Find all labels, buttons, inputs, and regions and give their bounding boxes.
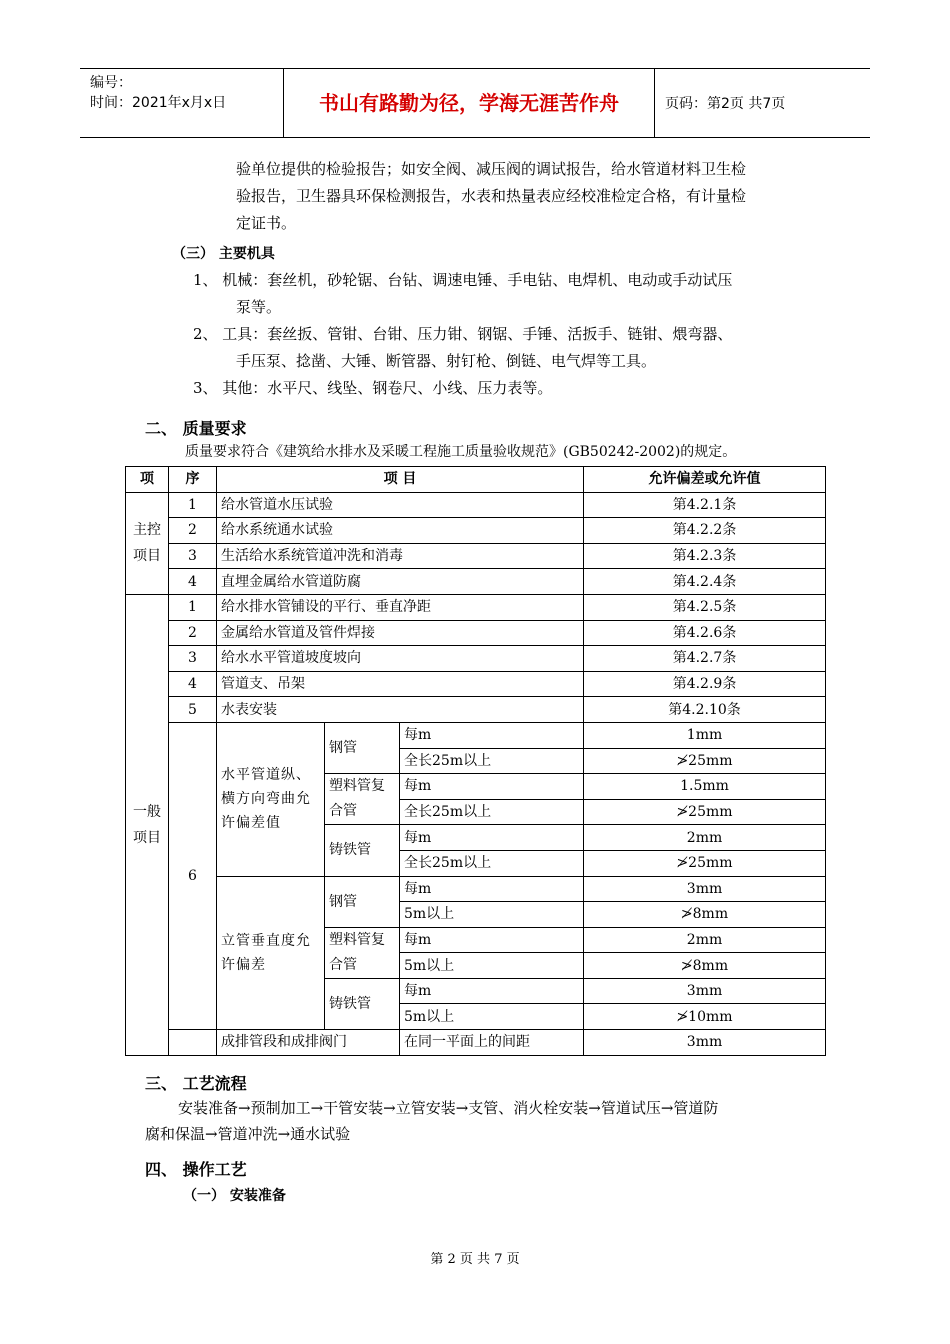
condition-cell: 全长25m以上 bbox=[400, 799, 584, 825]
header-cell: 序 bbox=[169, 467, 217, 493]
row-item: 直埋金属给水管道防腐 bbox=[217, 569, 584, 595]
tools-heading: （三） 主要机具 bbox=[172, 246, 275, 262]
header-motto: 书山有路勤为径，学海无涯苦作舟 bbox=[319, 91, 619, 115]
value-cell: 3mm bbox=[584, 978, 826, 1004]
intro-line: 定证书。 bbox=[236, 214, 297, 232]
doc-time-label: 时间：2021年x月x日 bbox=[90, 95, 227, 111]
material-iron: 铸铁管 bbox=[325, 978, 400, 1029]
page-footer: 第 2 页 共 7 页 bbox=[430, 1252, 520, 1267]
condition-cell: 每m bbox=[400, 876, 584, 902]
header-cell: 项 目 bbox=[217, 467, 584, 493]
row-item: 给水水平管道坡度坡向 bbox=[217, 646, 584, 672]
table-row bbox=[126, 646, 826, 672]
row-item: 生活给水系统管道冲洗和消毒 bbox=[217, 543, 584, 569]
intro-line: 验报告，卫生器具环保检测报告，水表和热量表应经校准检定合格，有计量检 bbox=[236, 187, 747, 205]
tools-item: 3、 其他：水平尺、线坠、钢卷尺、小线、压力表等。 bbox=[193, 379, 553, 397]
row-value: 第4.2.3条 bbox=[584, 543, 826, 569]
row-number: 4 bbox=[169, 569, 217, 595]
row-number: 3 bbox=[169, 646, 217, 672]
section-description: 质量要求符合《建筑给水排水及采暖工程施工质量验收规范》(GB50242-2002)的规定。 bbox=[185, 444, 737, 460]
table-row bbox=[126, 492, 826, 518]
quality-table bbox=[125, 466, 826, 1056]
tools-item: 手压泵、捻凿、大锤、断管器、射钉枪、倒链、电气焊等工具。 bbox=[236, 352, 657, 370]
value-cell: ≯10mm bbox=[584, 1004, 826, 1030]
table-row bbox=[126, 697, 826, 723]
header-meta bbox=[90, 73, 226, 113]
section-heading: 三、 工艺流程 bbox=[145, 1074, 247, 1093]
row-item: 成排管段和成排阀门 bbox=[217, 1030, 400, 1056]
table-row bbox=[126, 620, 826, 646]
row-item: 给水系统通水试验 bbox=[217, 518, 584, 544]
condition-cell: 全长25m以上 bbox=[400, 748, 584, 774]
table-header-row bbox=[126, 467, 826, 493]
row-number: 5 bbox=[169, 697, 217, 723]
row-number: 2 bbox=[169, 620, 217, 646]
condition-cell: 每m bbox=[400, 774, 584, 800]
table-row bbox=[126, 671, 826, 697]
tools-item: 泵等。 bbox=[236, 298, 282, 316]
row-item: 给水管道水压试验 bbox=[217, 492, 584, 518]
value-cell: 3mm bbox=[584, 1030, 826, 1056]
condition-cell: 每m bbox=[400, 978, 584, 1004]
value-cell: 2mm bbox=[584, 825, 826, 851]
row-number: 3 bbox=[169, 543, 217, 569]
row-value: 第4.2.4条 bbox=[584, 569, 826, 595]
row-value: 第4.2.6条 bbox=[584, 620, 826, 646]
table-row bbox=[126, 722, 826, 748]
row-value: 第4.2.9条 bbox=[584, 671, 826, 697]
header-cell: 项 bbox=[126, 467, 169, 493]
row-value: 第4.2.2条 bbox=[584, 518, 826, 544]
page-header bbox=[80, 68, 870, 138]
value-cell: ≯25mm bbox=[584, 799, 826, 825]
row-value: 第4.2.1条 bbox=[584, 492, 826, 518]
material-iron: 铸铁管 bbox=[325, 825, 400, 876]
condition-cell: 每m bbox=[400, 927, 584, 953]
row-value: 第4.2.7条 bbox=[584, 646, 826, 672]
value-cell: ≯8mm bbox=[584, 902, 826, 928]
tools-item: 1、 机械：套丝机，砂轮锯、台钻、调速电锤、手电钻、电焊机、电动或手动试压 bbox=[193, 271, 733, 289]
section-heading: 二、 质量要求 bbox=[145, 419, 247, 438]
subsection-heading: （一） 安装准备 bbox=[183, 1188, 286, 1204]
process-line: 腐和保温→管道冲洗→通水试验 bbox=[145, 1125, 351, 1143]
condition-cell: 5m以上 bbox=[400, 1004, 584, 1030]
header-cell: 允许偏差或允许值 bbox=[584, 467, 826, 493]
value-cell: 2mm bbox=[584, 927, 826, 953]
value-cell: ≯25mm bbox=[584, 748, 826, 774]
row-number: 2 bbox=[169, 518, 217, 544]
table-row bbox=[126, 594, 826, 620]
table-row bbox=[126, 1030, 826, 1056]
row-number: 1 bbox=[169, 594, 217, 620]
intro-line: 验单位提供的检验报告；如安全阀、减压阀的调试报告，给水管道材料卫生检 bbox=[236, 160, 747, 178]
table-row bbox=[126, 876, 826, 902]
process-line: 安装准备→预制加工→干管安装→立管安装→支管、消火栓安装→管道试压→管道防 bbox=[178, 1099, 719, 1117]
row-number: 4 bbox=[169, 671, 217, 697]
row-value: 第4.2.10条 bbox=[584, 697, 826, 723]
row-item: 管道支、吊架 bbox=[217, 671, 584, 697]
material-plastic: 塑料管复合管 bbox=[325, 927, 400, 978]
material-steel: 钢管 bbox=[325, 876, 400, 927]
tools-item: 2、 工具：套丝扳、管钳、台钳、压力钳、钢锯、手锤、活扳手、链钳、煨弯器、 bbox=[193, 325, 733, 343]
group-label-vertical: 立管垂直度允许偏差 bbox=[217, 876, 325, 1030]
condition-cell: 在同一平面上的间距 bbox=[400, 1030, 584, 1056]
section-heading: 四、 操作工艺 bbox=[145, 1160, 247, 1179]
row-number: 6 bbox=[169, 722, 217, 1029]
category-cell: 一般项目 bbox=[126, 594, 169, 1055]
material-steel: 钢管 bbox=[325, 722, 400, 773]
condition-cell: 每m bbox=[400, 825, 584, 851]
row-item: 水表安装 bbox=[217, 697, 584, 723]
header-page-number: 页码：第2页 共7页 bbox=[665, 96, 786, 112]
row-item: 金属给水管道及管件焊接 bbox=[217, 620, 584, 646]
table-row bbox=[126, 569, 826, 595]
row-value: 第4.2.5条 bbox=[584, 594, 826, 620]
doc-number-label: 编号： bbox=[90, 75, 132, 91]
value-cell: ≯8mm bbox=[584, 953, 826, 979]
category-cell: 主控项目 bbox=[126, 492, 169, 594]
condition-cell: 5m以上 bbox=[400, 902, 584, 928]
row-item: 给水排水管铺设的平行、垂直净距 bbox=[217, 594, 584, 620]
table-row bbox=[126, 543, 826, 569]
condition-cell: 每m bbox=[400, 722, 584, 748]
row-number bbox=[169, 1030, 217, 1056]
material-plastic: 塑料管复合管 bbox=[325, 774, 400, 825]
condition-cell: 5m以上 bbox=[400, 953, 584, 979]
condition-cell: 全长25m以上 bbox=[400, 850, 584, 876]
value-cell: 1mm bbox=[584, 722, 826, 748]
value-cell: ≯25mm bbox=[584, 850, 826, 876]
header-divider bbox=[654, 69, 655, 137]
table-row bbox=[126, 518, 826, 544]
row-number: 1 bbox=[169, 492, 217, 518]
value-cell: 1.5mm bbox=[584, 774, 826, 800]
group-label-horizontal: 水平管道纵、横方向弯曲允许偏差值 bbox=[217, 722, 325, 876]
value-cell: 3mm bbox=[584, 876, 826, 902]
